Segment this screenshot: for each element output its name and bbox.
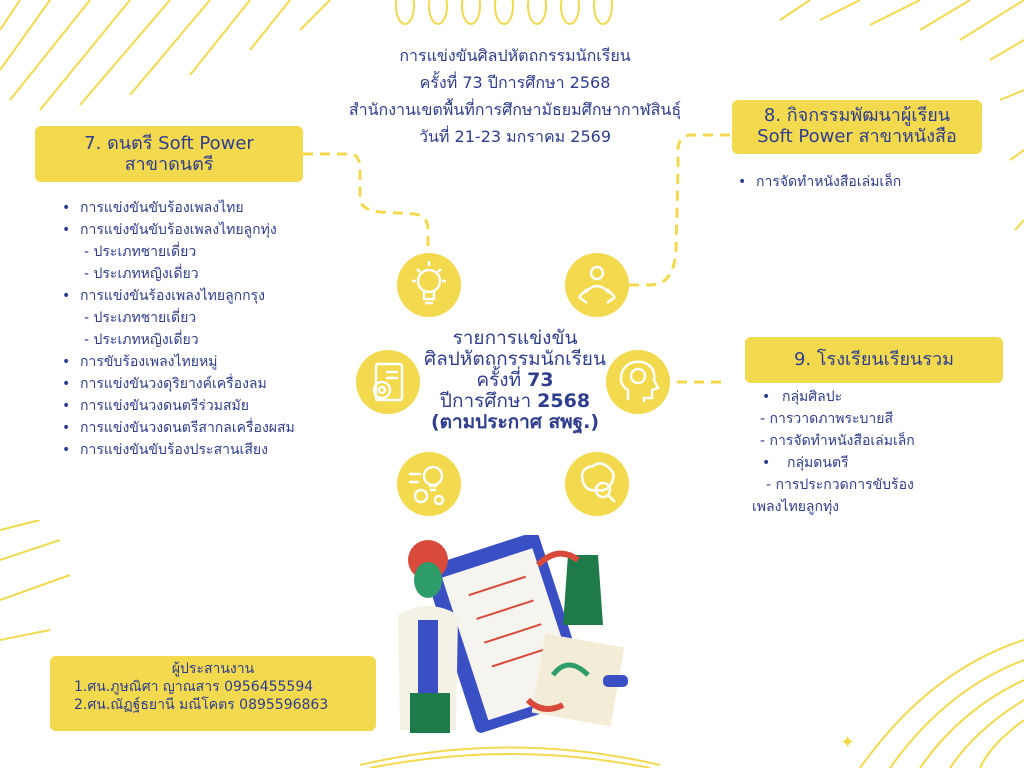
coordinators-box — [50, 656, 376, 731]
svg-text:✦: ✦ — [840, 732, 856, 753]
category-7-title: 7. ดนตรี Soft Power — [84, 133, 254, 154]
coordinator-2: 2.ศน.ณัฏฐ์ธยานี มณีโคตร 0895596863 — [74, 697, 329, 713]
category-9-title: 9. โรงเรียนเรียนรวม — [793, 349, 954, 370]
category-7-subtitle: สาขาดนตรี — [124, 154, 214, 175]
list-item: • การแข่งขันขับร้องเพลงไทย — [62, 197, 342, 219]
list-item: • กลุ่มดนตรี — [762, 455, 849, 471]
event-edition: ครั้งที่ 73 ปีการศึกษา 2568 — [419, 73, 611, 92]
list-item: • การแข่งขันวงดนตรีร่วมสมัย — [62, 395, 342, 417]
list-item: - ประเภทหญิงเดี่ยว — [62, 329, 342, 351]
target-checklist-icon — [356, 350, 420, 414]
list-item: • การแข่งขันวงดุริยางค์เครื่องลม — [62, 373, 342, 395]
event-title: การแข่งขันศิลปหัตถกรรมนักเรียน — [399, 46, 631, 65]
list-item: - การวาดภาพระบายสี — [760, 411, 894, 427]
list-item: • การแข่งขันขับร้องเพลงไทยลูกทุ่ง — [62, 219, 342, 241]
brain-head-icon — [606, 350, 670, 414]
list-item: • การขับร้องเพลงไทยหมู่ — [62, 351, 342, 373]
coordinator-1: 1.ศน.ภูษณิศา ญาณสาร 0956455594 — [74, 679, 314, 695]
list-item: • การจัดทำหนังสือเล่มเล็ก — [738, 171, 901, 193]
list-item: เพลงไทยลูกทุ่ง — [752, 499, 840, 515]
event-date: วันที่ 21-23 มกราคม 2569 — [419, 127, 611, 146]
event-organizer: สำนักงานเขตพื้นที่การศึกษามัธยมศึกษากาฬสินธุ์ — [348, 100, 682, 119]
list-item: - ประเภทชายเดี่ยว — [62, 307, 342, 329]
coordinators-title: ผู้ประสานงาน — [171, 661, 255, 677]
list-item: - ประเภทหญิงเดี่ยว — [62, 263, 342, 285]
center-title: รายการแข่งขัน ศิลปหัตถกรรมนักเรียน ครั้งที่ 73 ปีการศึกษา 2568 (ตามประกาศ สพฐ.) — [424, 327, 606, 433]
category-8-title: 8. กิจกรรมพัฒนาผู้เรียน — [763, 105, 951, 126]
tech-bulb-icon — [397, 452, 461, 516]
list-item: • การแข่งขันขับร้องประสานเสียง — [62, 439, 342, 461]
list-item: - การประกวดการขับร้อง — [766, 477, 914, 493]
list-item: • กลุ่มศิลปะ — [762, 389, 843, 405]
list-item: • การแข่งขันร้องเพลงไทยลูกกรุง — [62, 285, 342, 307]
decision-person-icon — [565, 253, 629, 317]
list-item: - การจัดทำหนังสือเล่มเล็ก — [760, 433, 915, 449]
person-planning-illustration — [388, 535, 638, 735]
list-item: • การแข่งขันวงดนตรีสากลเครื่องผสม — [62, 417, 342, 439]
category-8-subtitle: Soft Power สาขาหนังสือ — [757, 126, 957, 147]
brain-search-icon — [565, 452, 629, 516]
list-item: - ประเภทชายเดี่ยว — [62, 241, 342, 263]
idea-bulb-icon — [397, 253, 461, 317]
